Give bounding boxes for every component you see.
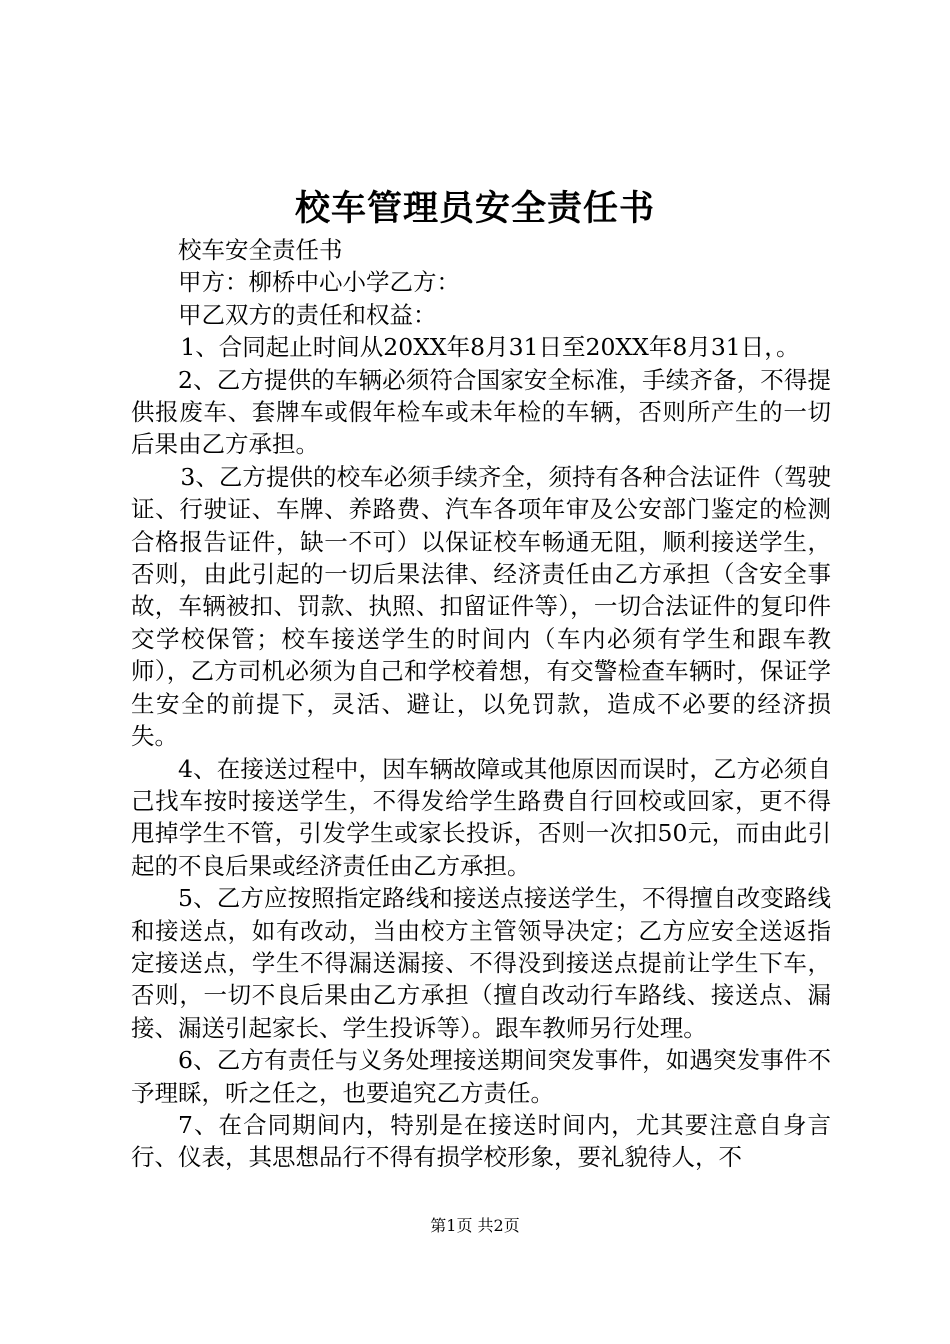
paragraph-clause-7: 7、在合同期间内，特别是在接送时间内，尤其要注意自身言行、仪表，其思想品行不得有损学校形象，要礼貌待人，不	[131, 1110, 831, 1172]
paragraph-rights-heading: 甲乙双方的责任和权益：	[178, 300, 437, 329]
paragraph-clause-3: 3、乙方提供的校车必须手续齐全，须持有各种合法证件（驾驶证、行驶证、车牌、养路费、汽车各项年审及公安部门鉴定的检测合格报告证件，缺一不可）以保证校车畅通无阻，顺利接送学生，否则，由此引起的一切后果法律、经济责任由乙方承担（含安全事故，车辆被扣、罚款、执照、扣留证件等），一切合法证件的复印件交学校保管；校车接送学生的时间内（车内必须有学生和跟车教师），乙方司机必须为自己和学校着想，有交警检查车辆时，保证学生安全的前提下，灵活、避让，以免罚款，造成不必要的经济损失。	[131, 462, 831, 751]
document-title: 校车管理员安全责任书	[294, 188, 655, 229]
paragraph-parties: 甲方：柳桥中心小学乙方：	[178, 268, 460, 297]
paragraph-subtitle: 校车安全责任书	[178, 236, 343, 264]
page-number-footer: 第1页 共2页	[430, 1216, 520, 1235]
paragraph-clause-2: 2、乙方提供的车辆必须符合国家安全标准，手续齐备，不得提供报废车、套牌车或假年检车或未年检的车辆，否则所产生的一切后果由乙方承担。	[131, 365, 831, 459]
paragraph-clause-4: 4、在接送过程中，因车辆故障或其他原因而误时，乙方必须自己找车按时接送学生，不得发给学生路费自行回校或回家，更不得甩掉学生不管，引发学生或家长投诉，否则一次扣50元，而由此引起的不良后果或经济责任由乙方承担。	[131, 754, 831, 880]
paragraph-clause-6: 6、乙方有责任与义务处理接送期间突发事件，如遇突发事件不予理睬，听之任之，也要追究乙方责任。	[131, 1046, 831, 1107]
document-body	[131, 234, 831, 1174]
paragraph-clause-1: 1、合同起止时间从20XX年8月31日至20XX年8月31日，。	[180, 333, 800, 362]
paragraph-clause-5: 5、乙方应按照指定路线和接送点接送学生，不得擅自改变路线和接送点，如有改动，当由校方主管领导决定；乙方应安全送返指定接送点，学生不得漏送漏接、不得没到接送点提前让学生下车，否则，一切不良后果由乙方承担（擅自改动行车路线、接送点、漏接、漏送引起家长、学生投诉等）。跟车教师另行处理。	[131, 884, 831, 1042]
